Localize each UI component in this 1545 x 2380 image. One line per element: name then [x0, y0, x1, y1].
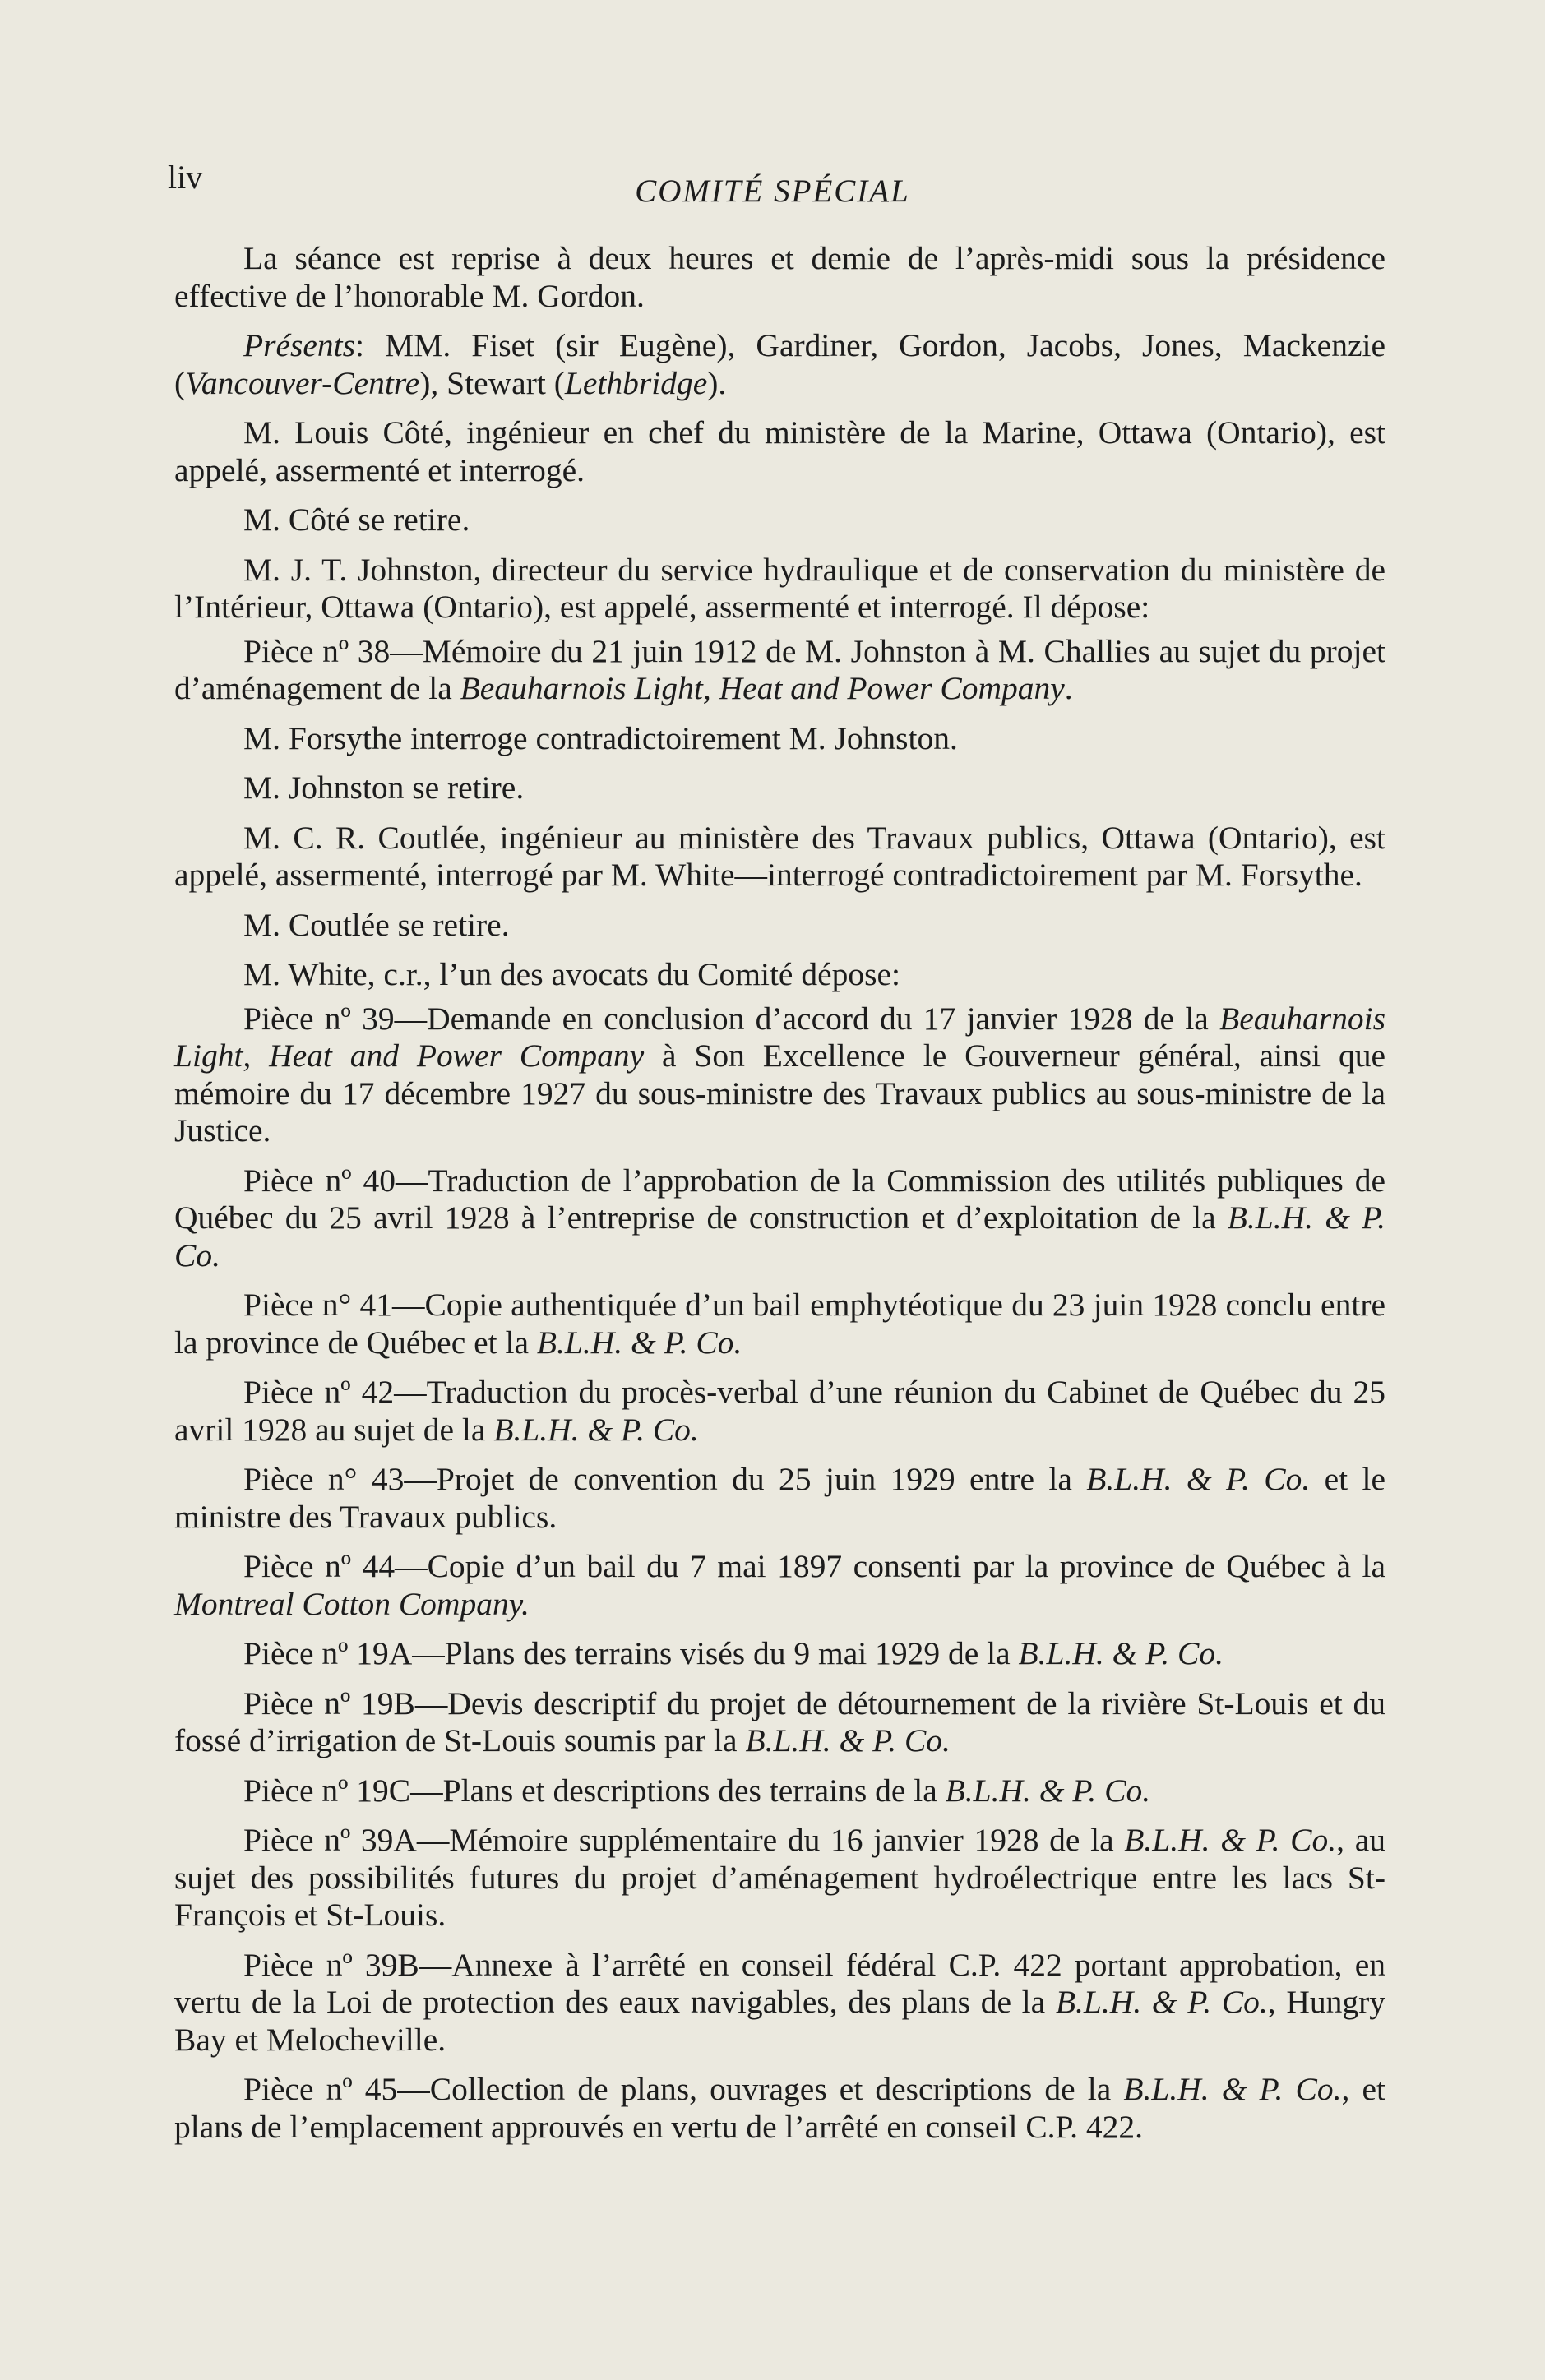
paragraph — [174, 633, 1385, 708]
italic-text: B.L.H. & P. Co. — [1123, 2071, 1342, 2107]
page-number: liv — [168, 159, 203, 196]
text-run: Pièce nº 45—Collection de plans, ouvrages et descriptions de la — [243, 2071, 1124, 2107]
text-run: M. J. T. Johnston, directeur du service hydraulique et de conservation du ministère de l’Intérieur, Ottawa (Ontario), est appelé, assermenté et interrogé. Il dépose: — [174, 551, 1385, 625]
text-run: M. Forsythe interroge contradictoirement M. Johnston. — [243, 719, 958, 756]
paragraph — [174, 552, 1385, 626]
italic-text: Beauharnois Light, Heat and Power Company — [174, 1000, 1385, 1074]
italic-text: Lethbridge — [564, 364, 708, 401]
italic-text: B.L.H. & P. Co. — [1055, 1984, 1268, 2020]
text-run: M. Coutlée se retire. — [243, 906, 510, 943]
text-run: Pièce nº 19B—Devis descriptif du projet de détournement de la rivière St-Louis et du fossé d’irrigation de St-Louis soumis par la — [174, 1684, 1385, 1758]
italic-text: B.L.H. & P. Co. — [493, 1411, 699, 1448]
text-run: : MM. Fiset (sir Eugène), Gardiner, Gordon, Jacobs, Jones, Mackenzie ( — [174, 327, 1385, 401]
text-run: Pièce nº 38—Mémoire du 21 juin 1912 de M. Johnston à M. Challies au sujet du projet d’aménagement de la — [174, 632, 1385, 706]
paragraph — [174, 1001, 1385, 1150]
paragraph — [174, 327, 1385, 402]
italic-text: B.L.H. & P. Co. — [1018, 1635, 1224, 1671]
paragraph — [174, 414, 1385, 489]
text-run: et le ministre des Travaux publics. — [174, 1461, 1385, 1535]
italic-text: Présents — [243, 327, 356, 363]
paragraph — [174, 1287, 1385, 1361]
paragraph — [174, 240, 1385, 315]
text-run: Pièce nº 39A—Mémoire supplémentaire du 16 janvier 1928 de la — [243, 1822, 1125, 1858]
text-run: La séance est reprise à deux heures et demie de l’après-midi sous la présidence effective de l’honorable M. Gordon. — [174, 240, 1385, 314]
text-run: M. White, c.r., l’un des avocats du Comité dépose: — [243, 956, 900, 992]
text-run: . — [1064, 670, 1073, 706]
italic-text: Montreal Cotton Company. — [174, 1585, 530, 1622]
paragraph — [174, 2071, 1385, 2146]
paragraph — [174, 1548, 1385, 1623]
italic-text: B.L.H. & P. Co. — [1086, 1461, 1311, 1497]
italic-text: B.L.H. & P. Co. — [745, 1722, 951, 1758]
text-run: Pièce nº 40—Traduction de l’approbation de la Commission des utilités publiques de Québec du 25 avril 1928 à l’entreprise de construction et d’exploitation de la — [174, 1162, 1385, 1236]
paragraph — [174, 956, 1385, 994]
text-run: M. C. R. Coutlée, ingénieur au ministère des Travaux publics, Ottawa (Ontario), est appelé, assermenté, interrogé par M. White—interrogé contradictoirement par M. Forsythe. — [174, 819, 1385, 893]
text-run: M. Côté se retire. — [243, 501, 470, 538]
paragraph — [174, 769, 1385, 807]
text-run: à Son Excellence le Gouverneur général, ainsi que mémoire du 17 décembre 1927 du sous-ministre des Travaux publics au sous-ministre de la Justice. — [174, 1037, 1386, 1148]
italic-text: B.L.H. & P. Co. — [945, 1772, 1151, 1809]
paragraph — [174, 1461, 1385, 1536]
text-run: Pièce nº 39—Demande en conclusion d’accord du 17 janvier 1928 de la — [243, 1000, 1220, 1037]
paragraph — [174, 907, 1385, 945]
text-run: M. Louis Côté, ingénieur en chef du ministère de la Marine, Ottawa (Ontario), est appelé, assermenté et interrogé. — [174, 414, 1385, 488]
running-head: COMITÉ SPÉCIAL — [635, 173, 910, 209]
document-body — [174, 240, 1385, 2158]
italic-text: Beauharnois Light, Heat and Power Company — [460, 670, 1065, 706]
paragraph — [174, 820, 1385, 894]
text-run: Pièce nº 42—Traduction du procès-verbal d’une réunion du Cabinet de Québec du 25 avril 1928 au sujet de la — [174, 1374, 1385, 1448]
text-run: Pièce n° 41—Copie authentiquée d’un bail emphytéotique du 23 juin 1928 conclu entre la province de Québec et la — [174, 1287, 1385, 1361]
text-run: ). — [707, 364, 727, 401]
italic-text: B.L.H. & P. Co. — [174, 1199, 1385, 1273]
paragraph — [174, 1772, 1385, 1810]
paragraph — [174, 1635, 1385, 1673]
text-run: M. Johnston se retire. — [243, 769, 525, 806]
text-run: Pièce nº 19A—Plans des terrains visés du 9 mai 1929 de la — [243, 1635, 1019, 1671]
text-run: Pièce nº 44—Copie d’un bail du 7 mai 1897 consenti par la province de Québec à la — [243, 1548, 1385, 1584]
paragraph — [174, 1685, 1385, 1760]
italic-text: Vancouver-Centre — [185, 364, 420, 401]
text-run: ), Stewart ( — [419, 364, 565, 401]
paragraph — [174, 1374, 1385, 1449]
paragraph — [174, 1162, 1385, 1275]
italic-text: B.L.H. & P. Co. — [1124, 1822, 1337, 1858]
paragraph — [174, 1822, 1385, 1934]
text-run: , et plans de l’emplacement approuvés en vertu de l’arrêté en conseil C.P. 422. — [174, 2071, 1385, 2145]
paragraph — [174, 720, 1385, 758]
paragraph — [174, 501, 1385, 539]
italic-text: B.L.H. & P. Co. — [536, 1324, 742, 1361]
text-run: Pièce n° 43—Projet de convention du 25 juin 1929 entre la — [243, 1461, 1087, 1497]
text-run: Pièce nº 19C—Plans et descriptions des terrains de la — [243, 1772, 946, 1809]
text-run: , au sujet des possibilités futures du projet d’aménagement hydroélectrique entre les lacs St-François et St-Louis. — [174, 1822, 1385, 1933]
paragraph — [174, 1947, 1385, 2059]
text-run: Pièce nº 39B—Annexe à l’arrêté en conseil fédéral C.P. 422 portant approbation, en vertu de la Loi de protection des eaux navigables, des plans de la — [174, 1946, 1385, 2020]
text-run: , Hungry Bay et Melocheville. — [174, 1984, 1385, 2058]
